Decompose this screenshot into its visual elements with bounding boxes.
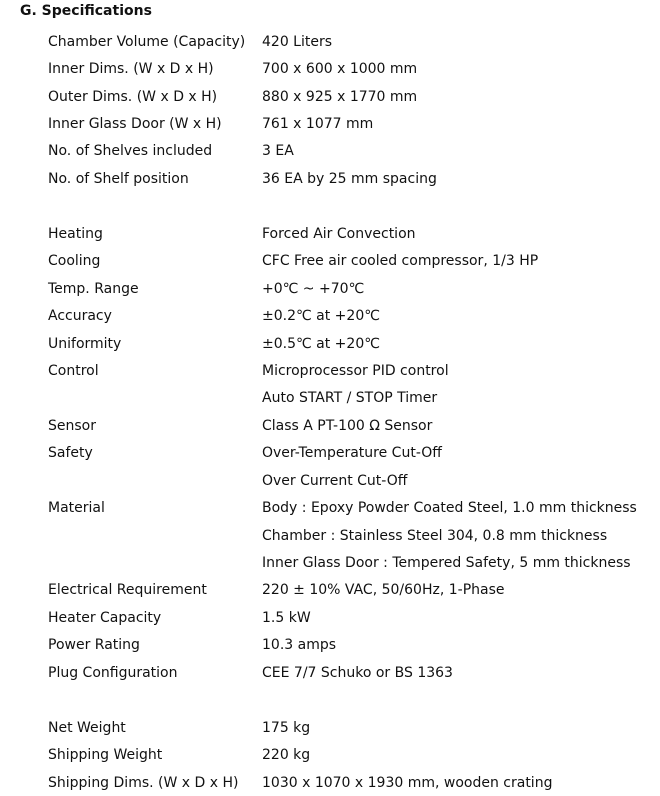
spec-value: CEE 7/7 Schuko or BS 1363: [262, 664, 453, 681]
spec-row: [48, 385, 648, 412]
spec-label: Temp. Range: [48, 280, 139, 297]
spec-row: [48, 55, 648, 82]
spec-row: [48, 412, 648, 439]
spec-value: 220 ± 10% VAC, 50/60Hz, 1-Phase: [262, 582, 505, 599]
spec-label: Safety: [48, 445, 93, 462]
spec-value: ±0.5℃ at +20℃: [262, 335, 380, 352]
spec-row: [48, 632, 648, 659]
spec-value: Forced Air Convection: [262, 225, 416, 242]
spec-label: Heating: [48, 225, 103, 242]
spec-label: Cooling: [48, 253, 101, 270]
spec-label: No. of Shelves included: [48, 143, 213, 160]
section-title: G. Specifications: [20, 3, 152, 19]
spec-label: Material: [48, 500, 105, 517]
spec-row: [48, 275, 648, 302]
spec-label: Heater Capacity: [48, 609, 162, 626]
spec-row: [48, 522, 648, 549]
spec-label: Shipping Dims. (W x D x H): [48, 774, 239, 791]
spec-value: Microprocessor PID control: [262, 362, 449, 379]
spec-label: Net Weight: [48, 719, 126, 736]
spec-row: [48, 549, 648, 576]
spec-value: Inner Glass Door : Tempered Safety, 5 mm thickness: [262, 555, 631, 572]
spec-label: Chamber Volume (Capacity): [48, 33, 246, 50]
spec-label: Inner Glass Door (W x H): [48, 116, 222, 133]
spec-row: [48, 769, 648, 796]
spec-value: 36 EA by 25 mm spacing: [262, 170, 437, 187]
spec-value: 880 x 925 x 1770 mm: [262, 88, 418, 105]
spec-row: [48, 494, 648, 521]
spec-row: [48, 357, 648, 384]
spec-value: 1030 x 1070 x 1930 mm, wooden crating: [262, 774, 553, 791]
spec-label: Shipping Weight: [48, 747, 163, 764]
spec-label: No. of Shelf position: [48, 170, 189, 187]
spec-value: 700 x 600 x 1000 mm: [262, 61, 418, 78]
spec-value: 420 Liters: [262, 33, 333, 50]
spec-row: [48, 248, 648, 275]
spec-value: Body : Epoxy Powder Coated Steel, 1.0 mm thickness: [262, 500, 637, 517]
spec-label: Sensor: [48, 417, 96, 434]
spec-value: Class A PT-100 Ω Sensor: [262, 417, 433, 434]
spec-row: [48, 330, 648, 357]
spec-value: 761 x 1077 mm: [262, 116, 374, 133]
spec-row: [48, 28, 648, 55]
spec-value: 3 EA: [262, 143, 294, 160]
spec-label: Plug Configuration: [48, 664, 178, 681]
spec-label: Uniformity: [48, 335, 122, 352]
spec-value: ±0.2℃ at +20℃: [262, 308, 380, 325]
spec-label: Power Rating: [48, 637, 140, 654]
spec-value: Auto START / STOP Timer: [262, 390, 438, 407]
spec-value: 10.3 amps: [262, 637, 337, 654]
spec-row: [48, 714, 648, 741]
spec-row: [48, 138, 648, 165]
spec-value: +0℃ ~ +70℃: [262, 280, 365, 297]
spec-label: Control: [48, 362, 99, 379]
spec-value: Over-Temperature Cut-Off: [262, 445, 442, 462]
spec-value: Chamber : Stainless Steel 304, 0.8 mm thickness: [262, 527, 608, 544]
spec-row-blank: [48, 193, 648, 220]
spec-row: [48, 83, 648, 110]
spec-value: CFC Free air cooled compressor, 1/3 HP: [262, 253, 539, 270]
spec-row: [48, 577, 648, 604]
spec-value: Over Current Cut-Off: [262, 472, 408, 489]
spec-row: [48, 220, 648, 247]
spec-row: [48, 659, 648, 686]
spec-value: 1.5 kW: [262, 609, 311, 626]
spec-row-blank: [48, 687, 648, 714]
spec-label: Electrical Requirement: [48, 582, 207, 599]
spec-label: Accuracy: [48, 308, 112, 325]
spec-value: 175 kg: [262, 719, 311, 736]
spec-value: 220 kg: [262, 747, 311, 764]
spec-table: [48, 28, 648, 796]
spec-row: [48, 165, 648, 192]
spec-row: [48, 110, 648, 137]
spec-row: [48, 440, 648, 467]
spec-row: [48, 741, 648, 768]
spec-row: [48, 604, 648, 631]
spec-row: [48, 302, 648, 329]
spec-label: Inner Dims. (W x D x H): [48, 61, 214, 78]
spec-row: [48, 467, 648, 494]
spec-label: Outer Dims. (W x D x H): [48, 88, 218, 105]
